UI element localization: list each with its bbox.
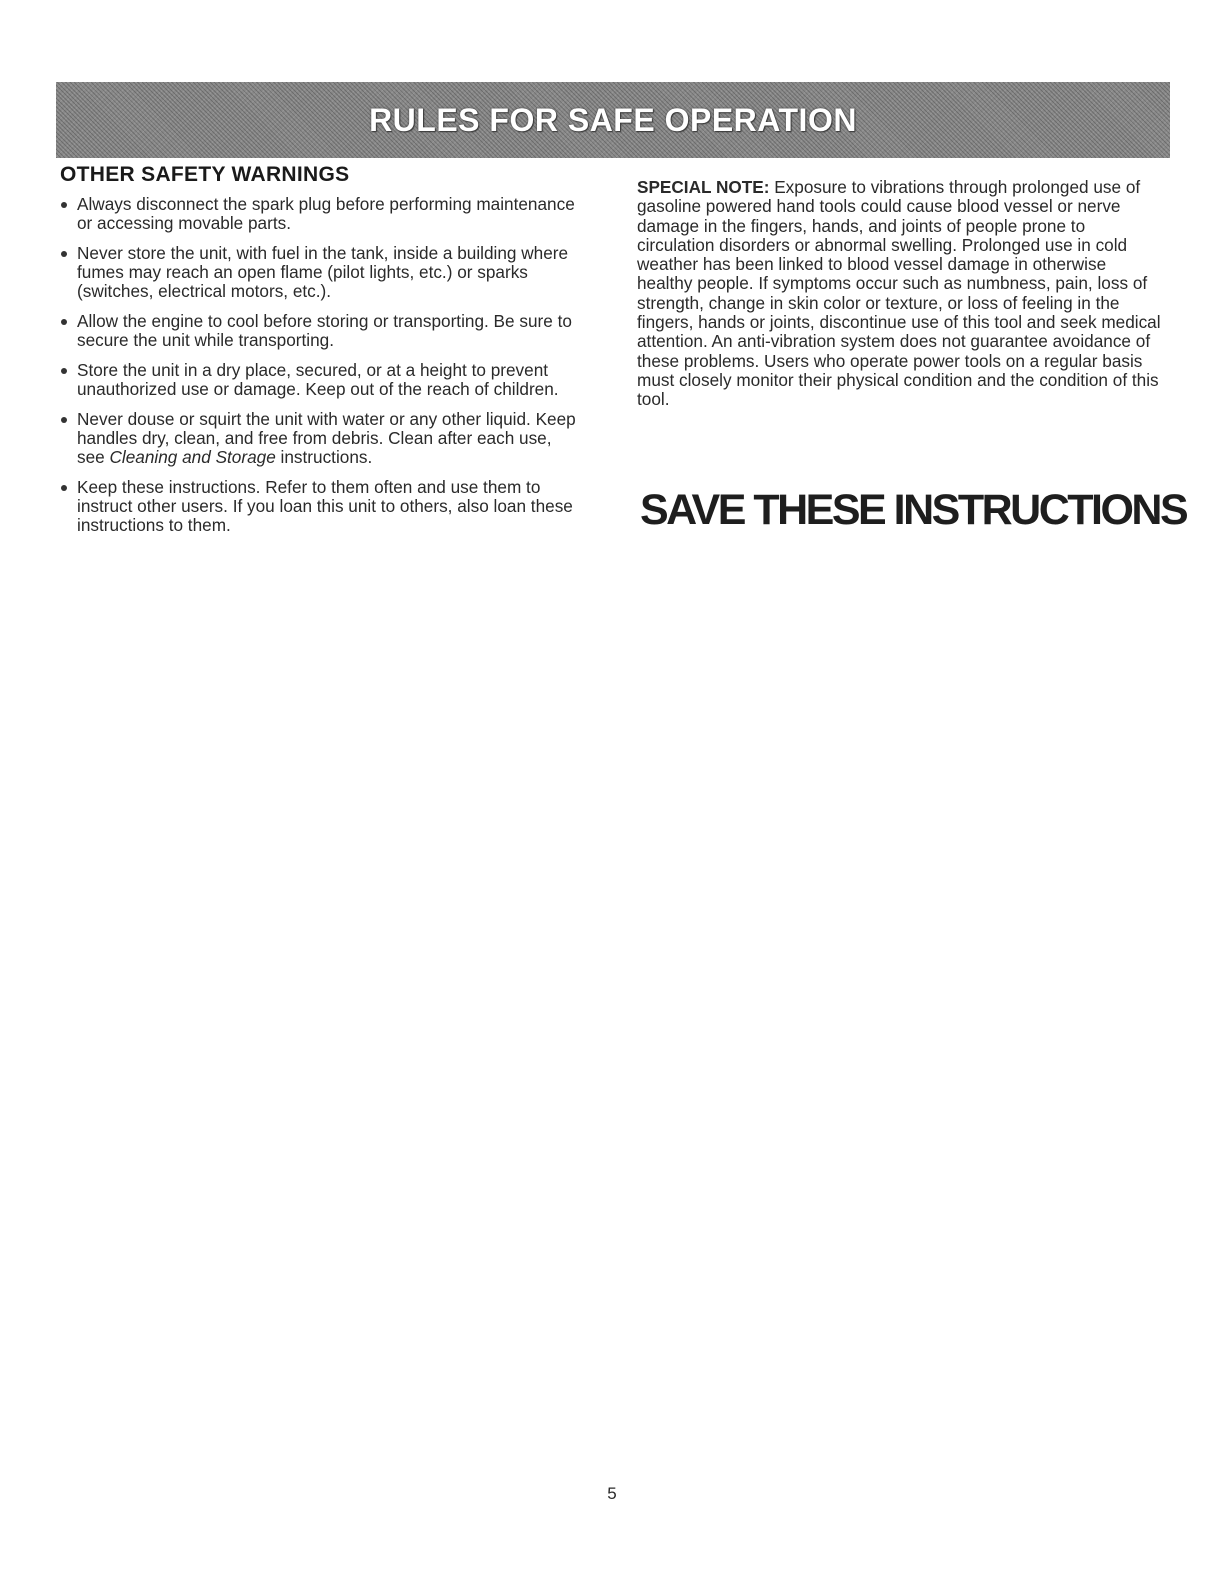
other-safety-warnings-section — [60, 163, 580, 546]
section-heading: OTHER SAFETY WARNINGS — [60, 163, 350, 186]
list-item — [60, 312, 580, 350]
list-item — [60, 244, 580, 301]
bullet-icon — [61, 319, 67, 325]
special-note-section — [637, 178, 1162, 410]
warning-text-before: Never douse or squirt the unit with water or any other liquid. Keep handles dry, clean, and free from debris. Clean after each use, see — [77, 409, 576, 467]
warning-text-after: instructions. — [275, 447, 373, 467]
banner-title: RULES FOR SAFE OPERATION — [369, 101, 857, 138]
page-number: 5 — [607, 1484, 617, 1503]
warning-text: Store the unit in a dry place, secured, or at a height to prevent unauthorized use or damage. Keep out of the reach of children. — [77, 360, 559, 399]
warning-text: Always disconnect the spark plug before performing maintenance or accessing movable parts. — [77, 194, 575, 233]
bullet-icon — [61, 485, 67, 491]
warning-list — [60, 195, 580, 535]
bullet-icon — [61, 251, 67, 257]
section-banner — [56, 82, 1170, 158]
warning-text: Never store the unit, with fuel in the tank, inside a building where fumes may reach an open flame (pilot lights, etc.) or sparks (switches, electrical motors, etc.). — [77, 243, 569, 301]
list-item — [60, 410, 580, 467]
bullet-icon — [61, 368, 67, 374]
cleaning-and-storage-reference: Cleaning and Storage — [109, 447, 276, 467]
list-item — [60, 478, 580, 535]
bullet-icon — [61, 417, 67, 423]
special-note — [637, 178, 1162, 410]
warning-text: Keep these instructions. Refer to them often and use them to instruct other users. If you loan this unit to others, also loan these instructions to them. — [77, 477, 573, 535]
list-item — [60, 195, 580, 233]
save-instructions-heading: SAVE THESE INSTRUCTIONS — [640, 486, 1187, 534]
special-note-text: Exposure to vibrations through prolonged use of gasoline powered hand tools could cause blood vessel or nerve damage in the fingers, hands, and joints of people prone to circulation disorders or abnormal swelling. Prolonged use in cold weather has been linked to blood vessel damage in otherwise healthy people. If symptoms occur such as numbness, pain, loss of strength, change in skin color or texture, or loss of feeling in the fingers, hands or joints, discontinue use of this tool and seek medical attention. An anti-vibration system does not guarantee avoidance of these problems. Users who operate power tools on a regular basis must closely monitor their physical condition and the condition of this tool. — [637, 177, 1161, 410]
list-item — [60, 361, 580, 399]
bullet-icon — [61, 202, 67, 208]
special-note-label: SPECIAL NOTE: — [637, 177, 770, 197]
warning-text: Allow the engine to cool before storing or transporting. Be sure to secure the unit while transporting. — [77, 311, 572, 350]
